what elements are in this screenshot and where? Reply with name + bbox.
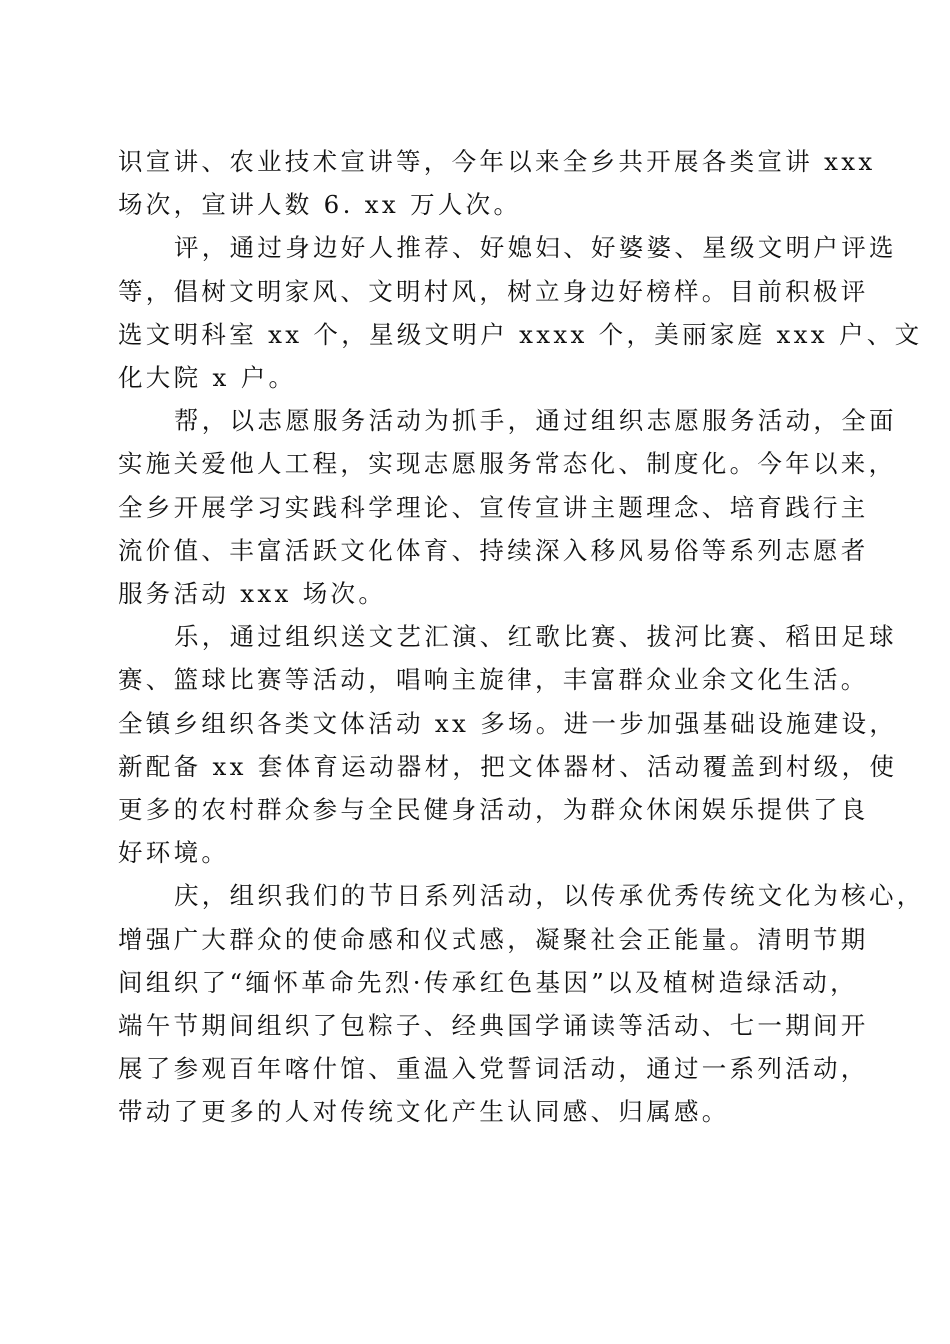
paragraph-ping-evaluate <box>118 226 923 399</box>
text-line: 实施关爱他人工程，实现志愿服务常态化、制度化。今年以来， <box>118 449 897 479</box>
text-line: 化大院 x 户。 <box>118 363 297 393</box>
paragraph-le-joy <box>118 615 898 874</box>
text-line: 等，倡树文明家风、文明村风，树立身边好榜样。目前积极评 <box>118 276 869 306</box>
text-line: 服务活动 xxx 场次。 <box>118 579 387 609</box>
text-line: 间组织了“缅怀革命先烈·传承红色基因”以及植树造绿活动， <box>118 967 858 997</box>
text-line: 选文明科室 xx 个，星级文明户 xxxx 个，美丽家庭 xxx 户、文 <box>118 319 923 349</box>
text-line: 乐，通过组织送文艺汇演、红歌比赛、拔河比赛、稻田足球 <box>174 622 897 652</box>
paragraph-lecture-continued <box>118 140 876 226</box>
paragraph-qing-celebrate <box>118 874 925 1133</box>
text-line: 带动了更多的人对传统文化产生认同感、归属感。 <box>118 1097 730 1127</box>
text-line: 展了参观百年喀什馆、重温入党誓词活动，通过一系列活动， <box>118 1054 869 1084</box>
text-line: 端午节期间组织了包粽子、经典国学诵读等活动、七一期间开 <box>118 1011 869 1041</box>
text-line: 评，通过身边好人推荐、好媳妇、好婆婆、星级文明户评选 <box>174 233 897 263</box>
text-line: 新配备 xx 套体育运动器材，把文体器材、活动覆盖到村级，使 <box>118 751 898 781</box>
document-page <box>118 140 925 1134</box>
text-line: 增强广大群众的使命感和仪式感，凝聚社会正能量。清明节期 <box>118 924 869 954</box>
paragraph-bang-help <box>118 399 897 615</box>
text-line: 赛、篮球比赛等活动，唱响主旋律，丰富群众业余文化生活。 <box>118 665 869 695</box>
text-line: 帮，以志愿服务活动为抓手，通过组织志愿服务活动，全面 <box>174 406 897 436</box>
text-line: 庆，组织我们的节日系列活动，以传承优秀传统文化为核心， <box>174 881 925 911</box>
text-line: 全乡开展学习实践科学理论、宣传宣讲主题理念、培育践行主 <box>118 492 869 522</box>
text-line: 识宣讲、农业技术宣讲等，今年以来全乡共开展各类宣讲 xxx <box>118 147 876 176</box>
text-line: 全镇乡组织各类文体活动 xx 多场。进一步加强基础设施建设， <box>118 708 898 738</box>
text-line: 好环境。 <box>118 838 230 868</box>
text-line: 流价值、丰富活跃文化体育、持续深入移风易俗等系列志愿者 <box>118 535 869 565</box>
text-line: 更多的农村群众参与全民健身活动，为群众休闲娱乐提供了良 <box>118 795 869 825</box>
text-line: 场次，宣讲人数 6. xx 万人次。 <box>118 190 522 220</box>
